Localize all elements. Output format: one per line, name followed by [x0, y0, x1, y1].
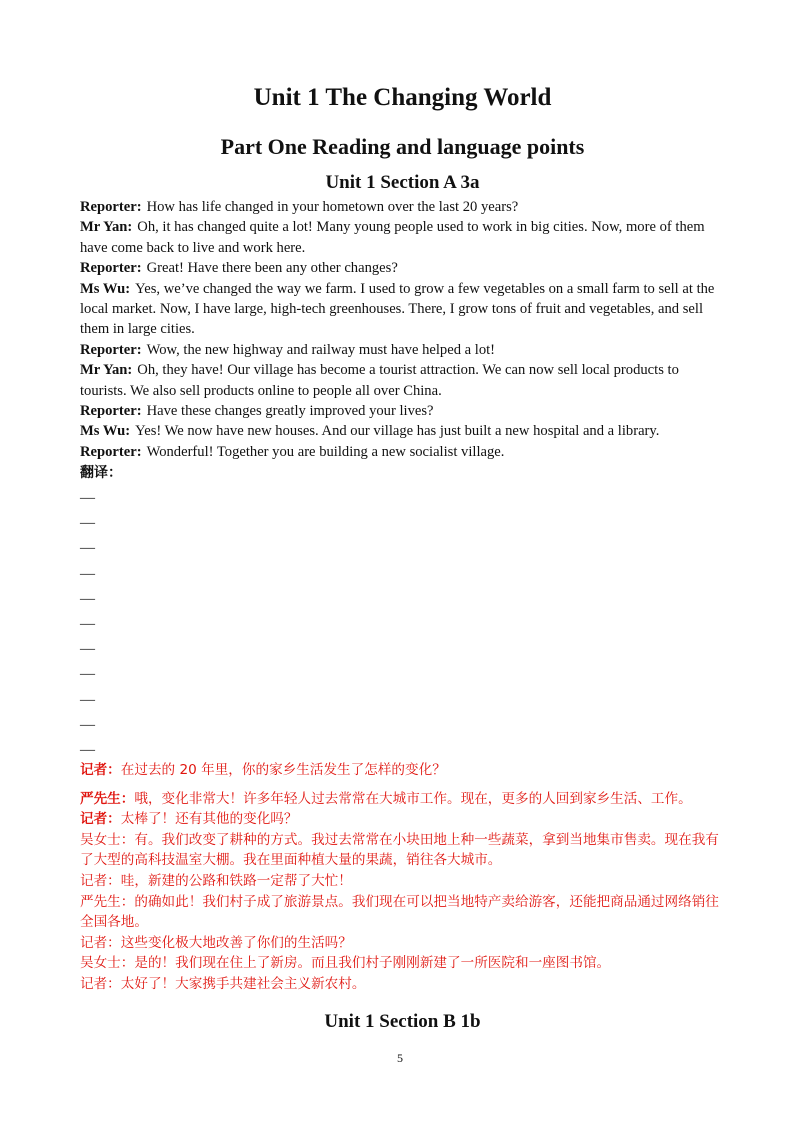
speaker-name: Reporter: — [80, 260, 142, 277]
dialogue-text: Have these changes greatly improved your lives? — [146, 403, 434, 420]
translation-line — [80, 892, 725, 933]
translation-line — [80, 933, 725, 954]
blank-line: — — [80, 741, 95, 758]
dialogue-line — [80, 279, 725, 340]
blank-line: — — [80, 490, 95, 506]
translation-text: 太棒了！还有其他的变化吗？ — [120, 811, 298, 828]
speaker-name: Reporter: — [80, 199, 142, 215]
dialogue-line — [80, 217, 725, 258]
section-a-heading: Unit 1 Section A 3a — [325, 172, 480, 193]
translation-line — [80, 760, 725, 781]
blank-line: — — [80, 565, 95, 582]
dialogue-text: How has life changed in your hometown over the last 20 years? — [146, 199, 519, 215]
translation-text: 在过去的 20 年里，你的家乡生活发生了怎样的变化？ — [120, 762, 446, 778]
speaker-name: Mr Yan: — [80, 219, 133, 236]
speaker-name: Reporter: — [80, 403, 142, 420]
translation-line — [80, 809, 725, 830]
dialogue-line — [80, 258, 725, 278]
translation-line — [80, 871, 725, 892]
translation-line — [80, 974, 725, 995]
speaker-name: Ms Wu: — [80, 423, 131, 440]
dialogue-line — [80, 360, 725, 401]
translation-text: 吴女士：是的！我们现在住上了新房。而且我们村子刚刚新建了一所医院和一座图书馆。 — [80, 955, 611, 972]
translation-text: 哦，变化非常大！许多年轻人过去常常在大城市工作。现在，更多的人回到家乡生活、工作。 — [134, 790, 692, 807]
dialogue-text: Oh, they have! Our village has become a tourist attraction. We can now sell local products to tourists. We also sell products online to people all over China. — [80, 362, 679, 399]
speaker-name: 严先生： — [80, 790, 135, 807]
translation-line — [80, 953, 725, 974]
page-number: 5 — [397, 1051, 403, 1065]
dialogue-line — [80, 442, 725, 462]
dialogue-text: Wow, the new highway and railway must have helped a lot! — [146, 341, 496, 358]
blank-line: — — [80, 666, 95, 683]
part-title: Part One Reading and language points — [220, 134, 585, 159]
blank-line: — — [80, 615, 95, 632]
english-dialogue — [80, 197, 725, 462]
speaker-name: 记者： — [80, 811, 121, 828]
translation-text: 记者：太好了！大家携手共建社会主义新农村。 — [80, 975, 366, 992]
blank-line: — — [80, 515, 95, 532]
section-b-heading: Unit 1 Section B 1b — [324, 1011, 481, 1032]
unit-title: Unit 1 The Changing World — [253, 84, 552, 111]
translation-text: 记者：哇，新建的公路和铁路一定帮了大忙！ — [80, 872, 352, 889]
dialogue-line — [80, 421, 725, 441]
blank-line: — — [80, 691, 95, 708]
translation-line — [80, 830, 725, 871]
translation-text: 严先生：的确如此！我们村子成了旅游景点。我们现在可以把当地特产卖给游客，还能把商品通过网络销往全国各地。 — [80, 893, 719, 931]
blank-line: — — [80, 641, 95, 658]
translation-line — [80, 789, 725, 810]
dialogue-text: Yes! We now have new houses. And our village has just built a new hospital and a library. — [135, 423, 660, 440]
dialogue-text: Great! Have there been any other changes? — [146, 260, 398, 277]
blank-line: — — [80, 716, 95, 733]
speaker-name: Ms Wu: — [80, 280, 131, 297]
speaker-name: Reporter: — [80, 341, 142, 358]
speaker-name: 记者： — [80, 762, 121, 778]
translation-text: 记者：这些变化极大地改善了你们的生活吗？ — [80, 934, 352, 951]
dialogue-text: Wonderful! Together you are building a new socialist village. — [146, 443, 505, 460]
dialogue-line — [80, 197, 725, 217]
dialogue-text: Oh, it has changed quite a lot! Many young people used to work in big cities. Now, more of them have come back to live and work here. — [80, 219, 705, 256]
dialogue-line — [80, 340, 725, 360]
translation-label: 翻译： — [80, 465, 122, 481]
blank-line: — — [80, 590, 95, 607]
translation-text: 吴女士：有。我们改变了耕种的方式。我过去常常在小块田地上种一些蔬菜，拿到当地集市售卖。现在我有了大型的高科技温室大棚。我在里面种植大量的果蔬，销往各大城市。 — [80, 831, 719, 869]
chinese-translation — [80, 760, 725, 995]
blank-line: — — [80, 540, 95, 557]
speaker-name: Reporter: — [80, 443, 142, 460]
dialogue-line — [80, 401, 725, 421]
dialogue-text: Yes, we’ve changed the way we farm. I used to grow a few vegetables on a small farm to sell at the local market. Now, I have large, high-tech greenhouses. There, I grow tons of fruit and vegetables, and sell them in large cities. — [80, 280, 715, 338]
answer-blank-lines — [80, 486, 95, 763]
speaker-name: Mr Yan: — [80, 362, 133, 379]
